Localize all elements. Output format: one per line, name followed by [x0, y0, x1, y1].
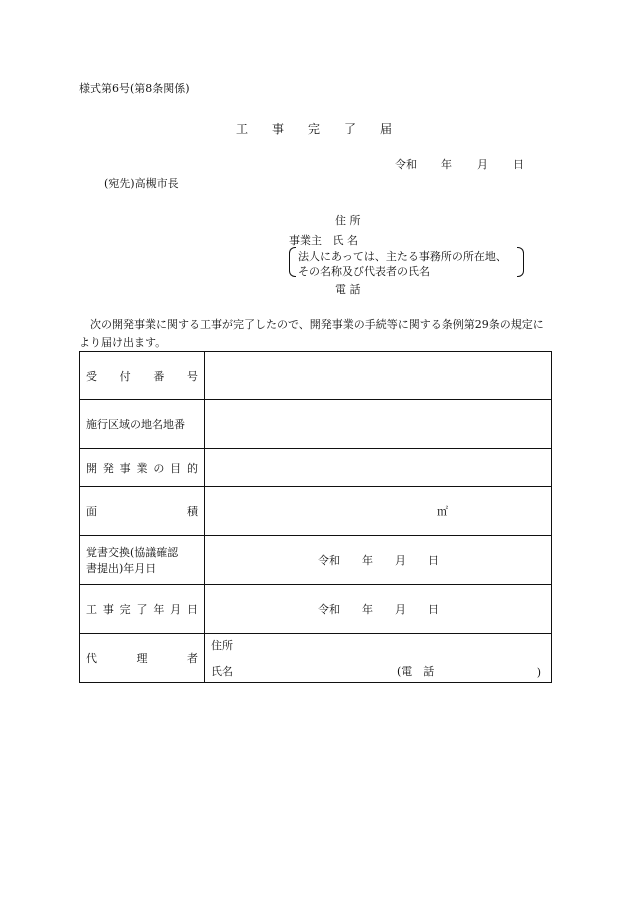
applicant-name-row: [289, 232, 358, 248]
date-day: 日: [513, 158, 524, 171]
table-row: [80, 634, 552, 683]
bracket-right: [517, 247, 524, 277]
completion-date-label: 工 事 完 了 年 月 日: [80, 585, 205, 634]
title-char: 届: [380, 122, 393, 136]
title-char: 了: [344, 122, 357, 136]
applicant-address-label: 住 所: [335, 214, 361, 227]
applicant-note-line2: その名称及び代表者の氏名: [298, 265, 430, 278]
completion-form-table: [79, 351, 552, 683]
area-label: 面 積: [80, 487, 205, 536]
area-unit: ㎡: [437, 505, 448, 518]
applicant-note-line1: 法人にあっては、主たる事務所の所在地、: [298, 250, 507, 263]
title-char: 事: [272, 122, 285, 136]
table-row: [80, 487, 552, 536]
date-month: 月: [477, 158, 488, 171]
table-row: [80, 449, 552, 487]
date-era: 令和: [395, 158, 417, 171]
memo-date-label: 覚書交換(協議確認 書提出)年月日: [80, 536, 205, 585]
table-row: [80, 400, 552, 449]
completion-date-text: 令和 年 月 日: [318, 603, 439, 616]
location-label: 施行区域の地名地番: [80, 400, 205, 449]
agent-phone-label: (電 話: [397, 665, 435, 678]
table-row: [80, 536, 552, 585]
memo-date-text: 令和 年 月 日: [318, 554, 439, 567]
title-char: 完: [308, 122, 321, 136]
document-title: [236, 120, 416, 137]
agent-field[interactable]: [205, 634, 552, 683]
submission-date: [395, 156, 524, 172]
agent-name-label: 氏名: [211, 665, 233, 678]
declaration-text: 次の開発事業に関する工事が完了したので、開発事業の手続等に関する条例第29条の規定により届け出ます。: [79, 318, 544, 349]
table-row: [80, 352, 552, 400]
applicant-phone-label: 電 話: [335, 283, 361, 296]
table-row: [80, 585, 552, 634]
date-year: 年: [441, 158, 452, 171]
memo-date-field[interactable]: [205, 536, 552, 585]
receipt-number-label: 受 付 番 号: [80, 352, 205, 400]
applicant-prefix: 事業主: [289, 234, 322, 247]
agent-label: 代 理 者: [80, 634, 205, 683]
purpose-field[interactable]: [205, 449, 552, 487]
agent-phone-close: ): [536, 666, 541, 679]
area-field[interactable]: [205, 487, 552, 536]
agent-address-label: 住所: [211, 639, 233, 652]
addressee: (宛先)高槻市長: [104, 177, 179, 190]
form-number-label: 様式第6号(第8条関係): [79, 82, 190, 95]
title-char: 工: [236, 122, 249, 136]
receipt-number-field[interactable]: [205, 352, 552, 400]
purpose-label: 開 発 事 業 の 目 的: [80, 449, 205, 487]
location-field[interactable]: [205, 400, 552, 449]
bracket-left: [289, 247, 296, 277]
completion-date-field[interactable]: [205, 585, 552, 634]
applicant-name-label: 氏 名: [332, 234, 358, 247]
